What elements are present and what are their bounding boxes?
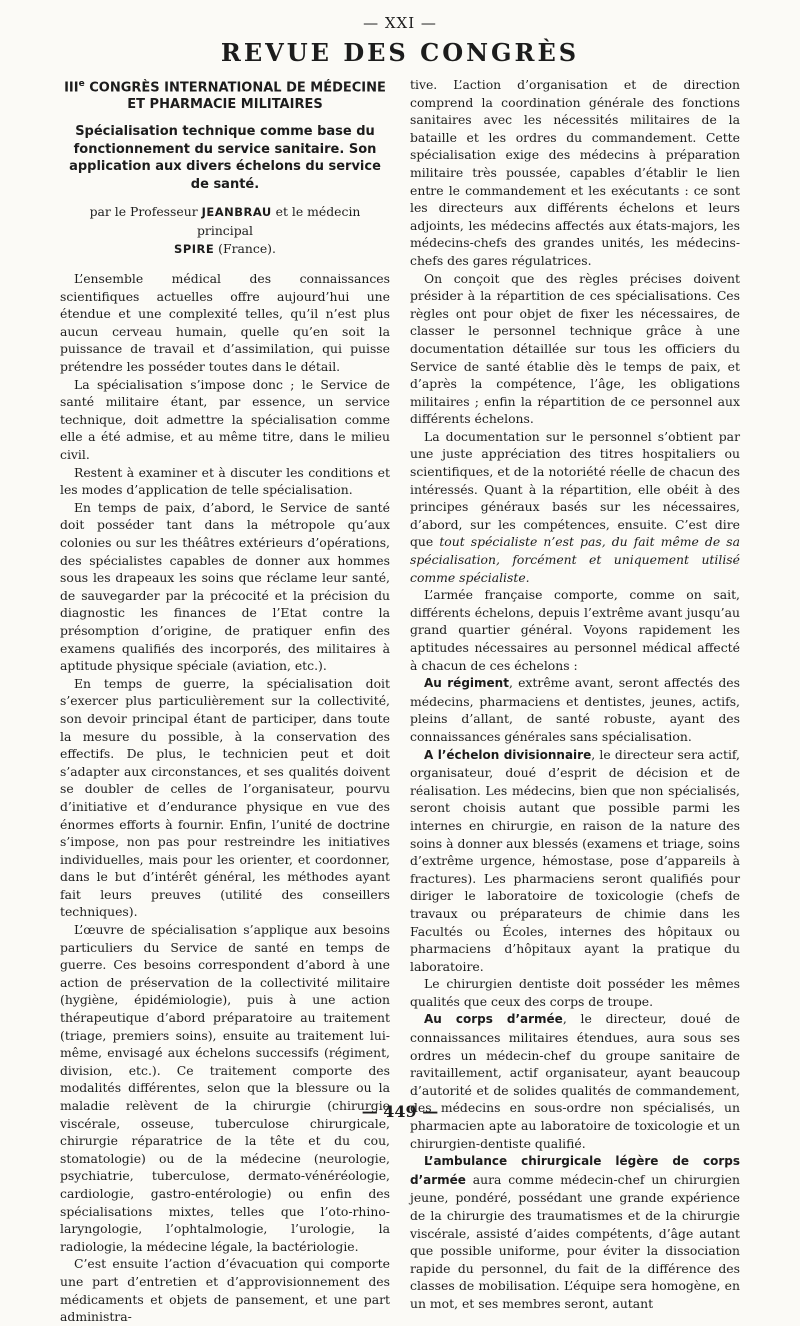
right-column (410, 76, 740, 1313)
heading-prefix: III (64, 80, 79, 96)
section-title: REVUE DES CONGRÈS (220, 38, 580, 67)
article-subtitle: Spécialisation technique comme base du fonctionnement du service sanitaire. Son application aux divers échelons du service de santé. (69, 124, 381, 192)
paragraph: En temps de paix, d’abord, le Service de santé doit posséder tant dans la métropole qu’aux colonies ou sur les théâtres extérieurs d’opérations, des spécialistes capables de donner aux hommes sous les drapeaux les soins que réclame leur santé, de sauvegarder par la précocité et la précision du diagnostic les finances de l’Etat contre la présomption d’origine, de pratiquer enfin des examens qualifiés des incorporés, des militaires à aptitude physique spéciale (aviation, etc.). (60, 499, 390, 674)
heading-sup: e (78, 79, 85, 89)
heading-line2: ET PHARMACIE MILITAIRES (127, 97, 323, 113)
paragraph (410, 1010, 740, 1152)
paragraph-lead: Au régiment (424, 676, 509, 691)
paragraph-italic: tout spécialiste n’est pas, du fait même de sa spécialisation, forcément et uniquement utilisé comme spécialiste. (410, 534, 741, 585)
paragraph-text: , le directeur, doué de connaissances militaires étendues, aura sous ses ordres un médecin-chef du groupe sanitaire de ravitaillement, actif organisateur, ayant beaucoup d’autorité et de solides qualités de commandement, des médecins en sous-ordre non spécialisés, un pharmacien apte au laboratoire de toxicologie et un chirurgien-dentiste qualifié. (410, 1011, 740, 1151)
byline (60, 203, 390, 258)
paragraph (410, 270, 740, 428)
paragraph (410, 975, 740, 1010)
paragraph (410, 1152, 740, 1312)
paragraph-text: La documentation sur le personnel s’obtient par une juste appréciation des titres hospitaliers ou scientifiques, et de la notoriété réelle de chacun des intéressés. Quant à la répartition, elle obéit à des principes généraux basés sur les nécessaires, d’abord, sur les compétences, ensuite. C’est dire que (410, 428, 740, 550)
byline-mid: et le médecin principal (197, 204, 361, 238)
heading-line1: CONGRÈS INTERNATIONAL DE MÉDECINE (84, 80, 386, 96)
right-body (410, 76, 740, 1313)
author-jeanbrau: JEANBRAU (201, 205, 272, 220)
paragraph-text: aura comme médecin-chef un chirurgien jeune, pondéré, possédant une grande expérience de la chirurgie des traumatismes et de la chirurgie viscérale, assisté d’aides compétents, d’âge autant que possible uniforme, pour éviter la dissociation rapide du personnel, du fait de la différence des classes de mobilisation. L’équipe sera homogène, en un mot, et ses membres seront, autant (410, 1171, 740, 1311)
paragraph (410, 428, 740, 586)
paragraph-text: On conçoit que des règles précises doivent présider à la répartition de ces spécialisations. Ces règles ont pour objet de fixer les nécessaires, de classer le personnel technique grâce à une documentation détaillée sur tous les officiers du Service de santé établie dès le temps de paix, et d’après la compétence, l’âge, les obligations militaires ; enfin la répartition de ce personnel aux différents échelons. (410, 270, 740, 427)
paragraph: L’œuvre de spécialisation s’applique aux besoins particuliers du Service de santé en temps de guerre. Ces besoins correspondent d’abord à une action de préservation de la collectivité militaire (hygiène, épidémiologie), puis à une action thérapeutique d’abord préparatoire au traitement (triage, premiers soins), ensuite au traitement lui-même, envisagé aux échelons successifs (régiment, division, etc.). Ce traitement comporte des modalités différentes, selon que la blessure ou la maladie relèvent de la chirurgie (chirurgie viscérale, osseuse, tuberculose chirurgicale, chirurgie réparatrice de la tête et du cou, stomatologie) ou de la médecine (neurologie, psychiatrie, tuberculose, dermato-vénéréologie, cardiologie, gastro-entérologie) ou enfin des spécialisations mixtes, telles que l’oto-rhino-laryngologie, l’ophtalmologie, l’urologie, la radiologie, la médecine légale, la bactériologie. (60, 922, 390, 1254)
paragraph (410, 746, 740, 976)
paragraph-text: , le directeur sera actif, organisateur, doué d’esprit de décision et de réalisation. Les médecins, bien que non spécialisés, seront choisis autant que possible parmi les internes en chirurgie, en raison de la nature des soins à donner aux blessés (examens et triage, soins d’extrême urgence, hémostase, pose d’appareils à fractures). Les pharmaciens seront qualifiés pour diriger le laboratoire de toxicologie (chefs de travaux ou préparateurs de chimie dans les Facultés ou Écoles, internes des hôpitaux ou pharmaciens d’hôpitaux ayant la pratique du laboratoire. (410, 746, 741, 974)
author-spire: SPIRE (174, 241, 215, 256)
page-top-number: — XXI — (363, 14, 437, 32)
paragraph: En temps de guerre, la spécialisation doit s’exercer plus particulièrement sur la collectivité, son devoir principal étant de participer, dans toute la mesure du possible, à la conservation des effectifs. De plus, le technicien peut et doit s’adapter aux circonstances, et ses qualités doivent se doubler de celles de l’organisateur, pourvu d’initiative et d’endurance physique en vue des énormes efforts à fournir. Enfin, l’unité de doctrine s’impose, non pas pour restreindre les initiatives individuelles, mais pour les orienter, et coordonner, dans le but d’intérêt général, les méthodes ayant fait leurs preuves (utilité des conseillers techniques). (60, 675, 390, 920)
paragraph: La spécialisation s’impose donc ; le Service de santé militaire étant, par essence, un service technique, doit admettre la spécialisation comme elle a été admise, et au même titre, dans le milieu civil. (60, 376, 390, 463)
paragraph (410, 586, 740, 674)
paragraph-text: , extrême avant, seront affectés des médecins, pharmaciens et dentistes, jeunes, actifs, pleins d’allant, de santé robuste, ayant des connaissances générales sans spécialisation. (410, 675, 740, 744)
paragraph (410, 76, 740, 270)
paragraph-lead: Au corps d’armée (424, 1012, 563, 1027)
page-number: — 449 — (361, 1102, 439, 1121)
paragraph-text: Le chirurgien dentiste doit posséder les mêmes qualités que ceux des corps de troupe. (410, 976, 740, 1009)
byline-pre: par le Professeur (89, 204, 202, 220)
paragraph (410, 674, 740, 745)
left-column (60, 76, 390, 1326)
paragraph: C’est ensuite l’action d’évacuation qui comporte une part d’entretien et d’approvisionnement des médicaments et objets de pansement, et une part administra- (60, 1256, 390, 1325)
paragraph-lead: A l’échelon divisionnaire (424, 747, 592, 762)
paragraph-text: tive. L’action d’organisation et de direction comprend la coordination générale des fonctions sanitaires avec les nécessités militaires de la bataille et les ordres du commandement. Cette spécialisation exige des médecins à préparation militaire très poussée, capables d’établir le lien entre le commandement et les exécutants : ce sont les directeurs aux différents échelons et leurs adjoints, les médecins affectés aux états-majors, les médecins-chefs des grandes unités, les médecins-chefs des gares régulatrices. (410, 77, 740, 268)
left-body (60, 270, 390, 1326)
paragraph-lead: L’ambulance chirurgicale légère de corps d’armée (410, 1154, 740, 1187)
article-heading (60, 76, 390, 113)
paragraph: Restent à examiner et à discuter les conditions et les modes d’application de telle spécialisation. (60, 464, 390, 498)
paragraph-text: L’armée française comporte, comme on sait, différents échelons, depuis l’extrême avant jusqu’au grand quartier général. Voyons rapidement les aptitudes nécessaires au personnel médical affecté à chacun de ces échelons : (410, 587, 740, 673)
paragraph: L’ensemble médical des connaissances scientifiques actuelles offre aujourd’hui une étendue et une complexité telles, qu’il n’est plus aucun cerveau humain, quelle qu’en soit la puissance de travail et d’assimilation, qui puisse prétendre les posséder toutes dans le détail. (60, 271, 390, 375)
byline-post: (France). (214, 240, 276, 256)
